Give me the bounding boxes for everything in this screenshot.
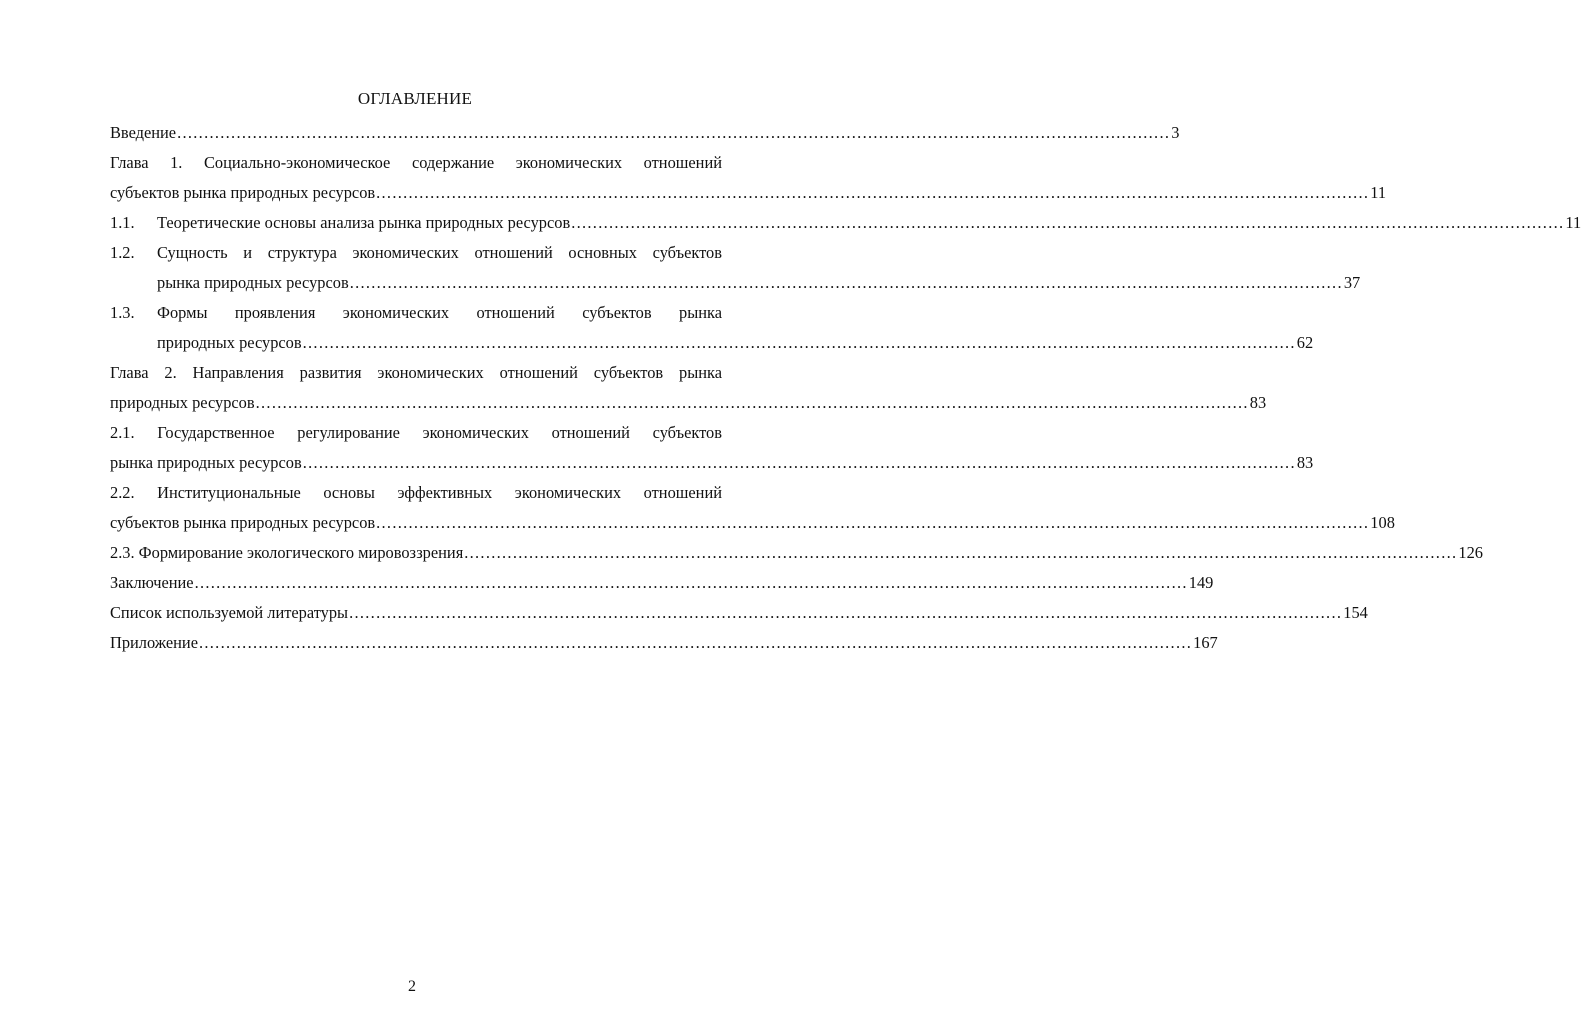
toc-entry-page: 37 [1343,273,1361,292]
toc-entry-section-1-3-line-1[interactable] [110,298,722,328]
section-number: 1.2. [110,243,135,262]
toc-entry-section-2-2-line-2[interactable] [110,508,1395,538]
toc-entry-label: Формы проявления экономических отношений субъектов рынка [157,303,722,322]
dot-leader [464,538,1457,568]
toc-entry-page: 11 [1370,183,1387,202]
toc-entry-label: Теоретические основы анализа рынка природных ресурсов [157,213,571,232]
toc-entry-section-1-2-line-2[interactable] [110,268,1361,298]
toc-entry-page: 149 [1188,573,1214,592]
toc-entry-page: 126 [1458,543,1483,562]
toc-entry-page: 83 [1249,393,1267,412]
toc-entry-label: 2.3. Формирование экологического мировоззрения [110,543,464,562]
dot-leader [350,268,1343,298]
toc-entry-label: рынка природных ресурсов [157,273,349,292]
toc-entry-section-1-1[interactable] [110,208,1581,238]
toc-entry-section-2-2-line-1[interactable]: 2.2. Институциональные основы эффективных экономических отношений [110,483,722,502]
toc-entry-label: природных ресурсов [110,393,255,412]
dot-leader [376,178,1369,208]
toc-entry-chapter-1-line-1[interactable]: Глава 1. Социально-экономическое содержание экономических отношений [110,153,722,172]
toc-entry-page: 62 [1296,333,1314,352]
toc-entry-page: 3 [1171,123,1180,142]
toc-entry-chapter-2-line-2[interactable] [110,388,1267,418]
dot-leader [303,328,1296,358]
dot-leader [199,628,1192,658]
dot-leader [256,388,1249,418]
toc-entry-chapter-1-line-2[interactable] [110,178,1387,208]
toc-entry-appendix[interactable] [110,628,1218,658]
toc-entry-page: 167 [1193,633,1218,652]
toc-entry-section-1-2-line-1[interactable] [110,238,722,268]
toc-entry-references[interactable] [110,598,1368,628]
toc-entry-page: 154 [1343,603,1368,622]
toc-entry-label: субъектов рынка природных ресурсов [110,183,376,202]
dot-leader [571,208,1564,238]
toc-entry-chapter-2-line-1[interactable]: Глава 2. Направления развития экономических отношений субъектов рынка [110,363,722,382]
toc-entry-intro[interactable] [110,118,1180,148]
toc-entry-label: субъектов рынка природных ресурсов [110,513,376,532]
dot-leader [349,598,1342,628]
toc-entry-label: Список используемой литературы [110,603,349,622]
dot-leader [303,448,1296,478]
toc-entry-section-2-1-line-1[interactable]: 2.1. Государственное регулирование экономических отношений субъектов [110,423,722,442]
page-number: 2 [408,978,416,995]
toc-entry-label: Приложение [110,633,198,652]
toc-entry-page: 11 [1565,213,1581,232]
dot-leader [376,508,1369,538]
toc-entry-section-2-1-line-2[interactable] [110,448,1314,478]
toc-entry-conclusion[interactable] [110,568,1214,598]
toc-entry-label: Введение [110,123,177,142]
table-of-contents [110,118,1581,658]
section-number: 1.1. [110,213,135,232]
toc-entry-section-2-3[interactable] [110,538,1483,568]
toc-entry-label: Заключение [110,573,194,592]
dot-leader [195,568,1188,598]
toc-entry-section-1-3-line-2[interactable] [110,328,1314,358]
toc-entry-page: 108 [1370,513,1395,532]
toc-entry-label: рынка природных ресурсов [110,453,302,472]
toc-entry-page: 83 [1296,453,1314,472]
toc-title: ОГЛАВЛЕНИЕ [357,89,473,108]
toc-entry-label: природных ресурсов [157,333,302,352]
section-number: 1.3. [110,303,135,322]
toc-entry-label: Сущность и структура экономических отношений основных субъектов [157,243,722,262]
dot-leader [177,118,1170,148]
